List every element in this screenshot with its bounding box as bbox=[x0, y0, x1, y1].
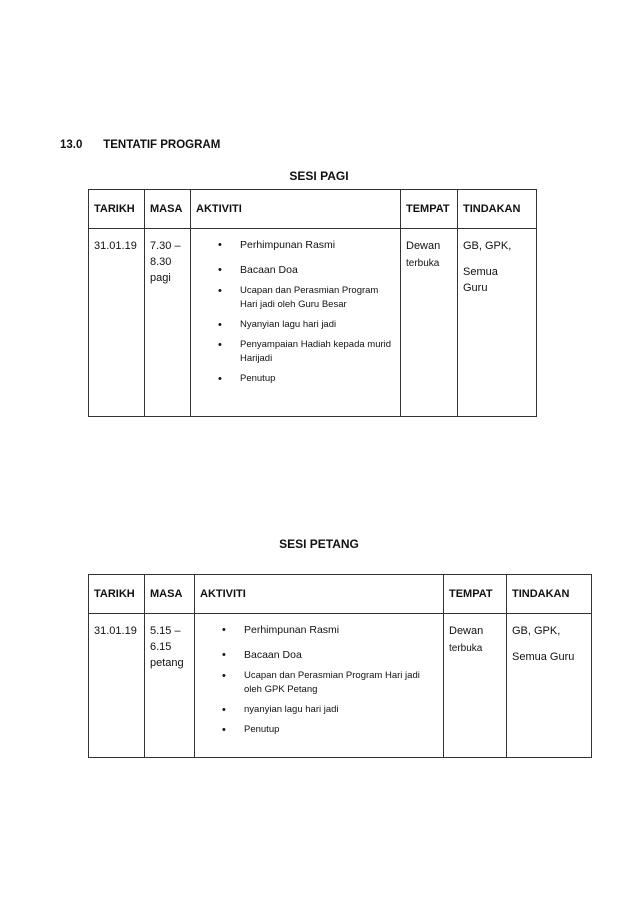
bullet-icon: • bbox=[222, 624, 226, 636]
header-tindakan: TINDAKAN bbox=[507, 575, 592, 614]
header-tarikh: TARIKH bbox=[89, 575, 145, 614]
masa-line: 7.30 – bbox=[150, 240, 181, 252]
bullet-icon: • bbox=[222, 724, 226, 736]
list-item: • Nyanyian lagu hari jadi bbox=[218, 319, 337, 331]
header-aktiviti: AKTIVITI bbox=[191, 190, 401, 229]
list-item: • Perhimpunan Rasmi bbox=[218, 239, 336, 251]
morning-session-title: SESI PAGI bbox=[289, 169, 349, 183]
tempat-cell bbox=[444, 614, 507, 758]
bullet-icon: • bbox=[218, 339, 222, 351]
masa-line: pagi bbox=[150, 272, 171, 284]
list-item: • Ucapan dan Perasmian Program Hari jadi oleh GPK Petang bbox=[222, 670, 420, 695]
list-item: • Bacaan Doa bbox=[218, 264, 298, 276]
masa-cell bbox=[145, 229, 191, 417]
masa-line: 8.30 bbox=[150, 256, 172, 268]
header-tempat: TEMPAT bbox=[401, 190, 458, 229]
tempat-line: terbuka bbox=[449, 643, 483, 654]
tindakan-line: GB, GPK, bbox=[512, 625, 561, 637]
header-aktiviti: AKTIVITI bbox=[195, 575, 444, 614]
section-title: TENTATIF PROGRAM bbox=[103, 139, 221, 151]
tindakan-line: Semua Guru bbox=[512, 651, 575, 663]
header-tempat: TEMPAT bbox=[444, 575, 507, 614]
section-number: 13.0 bbox=[60, 139, 83, 151]
bullet-icon: • bbox=[218, 239, 222, 251]
activity-list bbox=[200, 623, 438, 737]
header-masa: MASA bbox=[145, 190, 191, 229]
list-item: • Penutup bbox=[222, 724, 280, 736]
table-header-row bbox=[89, 190, 537, 229]
tindakan-line: Semua bbox=[463, 266, 498, 278]
afternoon-session-title: SESI PETANG bbox=[279, 537, 359, 551]
tindakan-cell bbox=[507, 614, 592, 758]
tindakan-line: Guru bbox=[463, 282, 488, 294]
morning-schedule-table bbox=[88, 189, 537, 417]
tarikh-cell: 31.01.19 bbox=[89, 614, 145, 758]
masa-line: 5.15 – bbox=[150, 625, 181, 637]
masa-cell bbox=[145, 614, 195, 758]
masa-line: 6.15 bbox=[150, 641, 172, 653]
tempat-line: Dewan bbox=[406, 240, 441, 252]
bullet-icon: • bbox=[218, 373, 222, 385]
header-tindakan: TINDAKAN bbox=[458, 190, 537, 229]
bullet-icon: • bbox=[222, 704, 226, 716]
activity-list bbox=[196, 238, 395, 386]
aktiviti-cell bbox=[191, 229, 401, 417]
list-item: • Bacaan Doa bbox=[222, 649, 302, 661]
list-item: • Penyampaian Hadiah kepada murid Harijadi bbox=[218, 339, 392, 364]
table-row bbox=[89, 614, 592, 758]
tindakan-cell bbox=[458, 229, 537, 417]
tindakan-line: GB, GPK, bbox=[463, 240, 512, 252]
section-heading bbox=[60, 139, 220, 151]
bullet-icon: • bbox=[222, 649, 226, 661]
header-masa: MASA bbox=[145, 575, 195, 614]
list-item: • Ucapan dan Perasmian Program Hari jadi oleh Guru Besar bbox=[218, 285, 379, 310]
header-tarikh: TARIKH bbox=[89, 190, 145, 229]
list-item: • Penutup bbox=[218, 373, 276, 385]
list-item: • nyanyian lagu hari jadi bbox=[222, 704, 339, 716]
tempat-line: Dewan bbox=[449, 625, 484, 637]
list-item: • Perhimpunan Rasmi bbox=[222, 624, 340, 636]
bullet-icon: • bbox=[222, 670, 226, 682]
afternoon-schedule-table bbox=[88, 574, 592, 758]
bullet-icon: • bbox=[218, 319, 222, 331]
masa-line: petang bbox=[150, 657, 184, 669]
bullet-icon: • bbox=[218, 285, 222, 297]
aktiviti-cell bbox=[195, 614, 444, 758]
tempat-cell bbox=[401, 229, 458, 417]
tempat-line: terbuka bbox=[406, 258, 440, 269]
table-header-row bbox=[89, 575, 592, 614]
table-row bbox=[89, 229, 537, 417]
bullet-icon: • bbox=[218, 264, 222, 276]
tarikh-cell: 31.01.19 bbox=[89, 229, 145, 417]
